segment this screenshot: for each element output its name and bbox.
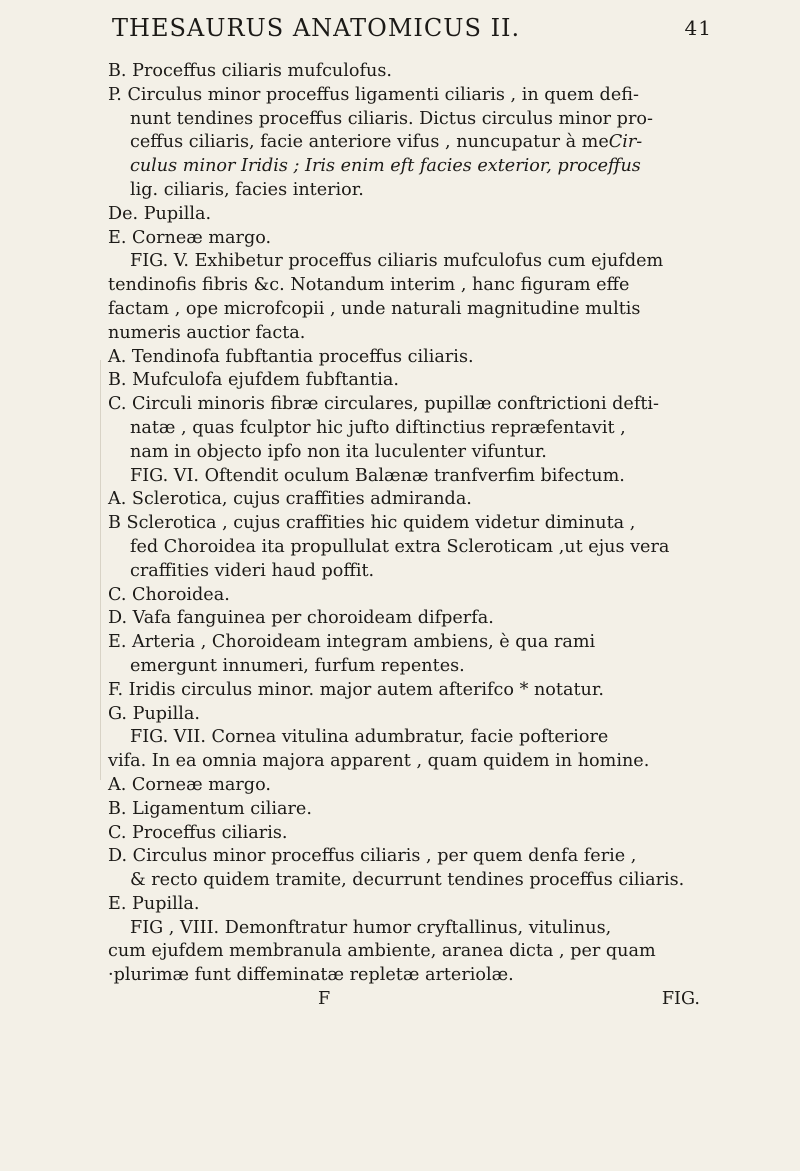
body-text [108,60,718,1012]
text-line: tendinofis fibris &c. Notandum interim , hanc figuram effe [108,275,630,296]
text-line: D. Circulus minor proceffus ciliaris , per quem denfa ferie , [108,846,637,867]
text-line: natæ , quas fculptor hic jufto diftinctius repræfentavit , [130,417,626,438]
figure-heading: FIG. VI. Oftendit oculum Balænæ tranfverfim bifectum. [130,465,625,486]
text-line: D. Vafa fanguinea per choroideam difperfa. [108,608,494,629]
italic-term: Cir- [608,132,643,153]
figure-heading: FIG. VII. Cornea vitulina adumbratur, facie pofteriore [130,727,609,748]
text-line: ceffus ciliaris, facie anteriore vifus , nuncupatur à meCir- [130,132,643,153]
text-line: G. Pupilla. [108,703,201,724]
text-line: E. Arteria , Choroideam integram ambiens, è qua rami [108,632,596,653]
catchword: FIG. [661,989,700,1010]
text-line: C. Circuli minoris fibræ circulares, pupillæ conftrictioni defti- [108,394,659,415]
text-line: De. Pupilla. [108,203,212,224]
margin-rule [100,360,101,780]
text-line: B Sclerotica , cujus craffities hic quidem videtur diminuta , [108,513,636,534]
text-line: C. Proceffus ciliaris. [108,822,288,843]
text-line: B. Proceffus ciliaris mufculofus. [108,61,392,81]
text-line: F. Iridis circulus minor. major autem afterifco * notatur. [108,679,604,700]
text-line: E. Pupilla. [108,893,200,914]
text-line: culus minor Iridis ; Iris enim eft facies exterior, proceffus [130,156,641,177]
text-line: A. Sclerotica, cujus craffities admiranda. [108,489,472,510]
text-line: C. Choroidea. [108,584,230,605]
text-line: E. Corneæ margo. [108,227,272,248]
text-line: nunt tendines proceffus ciliaris. Dictus circulus minor pro- [130,108,653,129]
text-line: craffities videri haud poffit. [130,560,375,581]
figure-heading: FIG. V. Exhibetur proceffus ciliaris mufculofus cum ejufdem [130,251,664,272]
text-line: P. Circulus minor proceffus ligamenti ciliaris , in quem defi- [108,84,639,105]
text-line: vifa. In ea omnia majora apparent , quam quidem in homine. [108,751,650,772]
running-header [112,14,712,48]
text-line: B. Ligamentum ciliare. [108,798,312,819]
running-title: THESAURUS ANATOMICUS II. [112,14,521,42]
text-line: lig. ciliaris, facies interior. [130,179,364,200]
signature-mark: F [318,989,331,1010]
text-line: ·plurimæ funt diffeminatæ repletæ arteriolæ. [108,965,514,986]
text-line: cum ejufdem membranula ambiente, aranea dicta , per quam [108,941,656,962]
text-line: emergunt innumeri, furfum repentes. [130,655,465,676]
page-footer [108,988,718,1012]
text-line: A. Corneæ margo. [108,774,271,795]
page-number: 41 [684,16,712,40]
text-line: nam in objecto ipfo non ita luculenter vifuntur. [130,441,547,462]
text-line: & recto quidem tramite, decurrunt tendines proceffus ciliaris. [130,870,685,891]
text-line: B. Mufculofa ejufdem fubftantia. [108,370,399,391]
figure-heading: FIG , VIII. Demonftratur humor cryftallinus, vitulinus, [130,917,612,938]
text-line: fed Choroidea ita propullulat extra Scleroticam ,ut ejus vera [130,536,670,557]
text-line: factam , ope microfcopii , unde naturali magnitudine multis [108,298,641,319]
text-line: A. Tendinofa fubftantia proceffus ciliaris. [108,346,474,367]
text-line: numeris auctior facta. [108,322,306,343]
